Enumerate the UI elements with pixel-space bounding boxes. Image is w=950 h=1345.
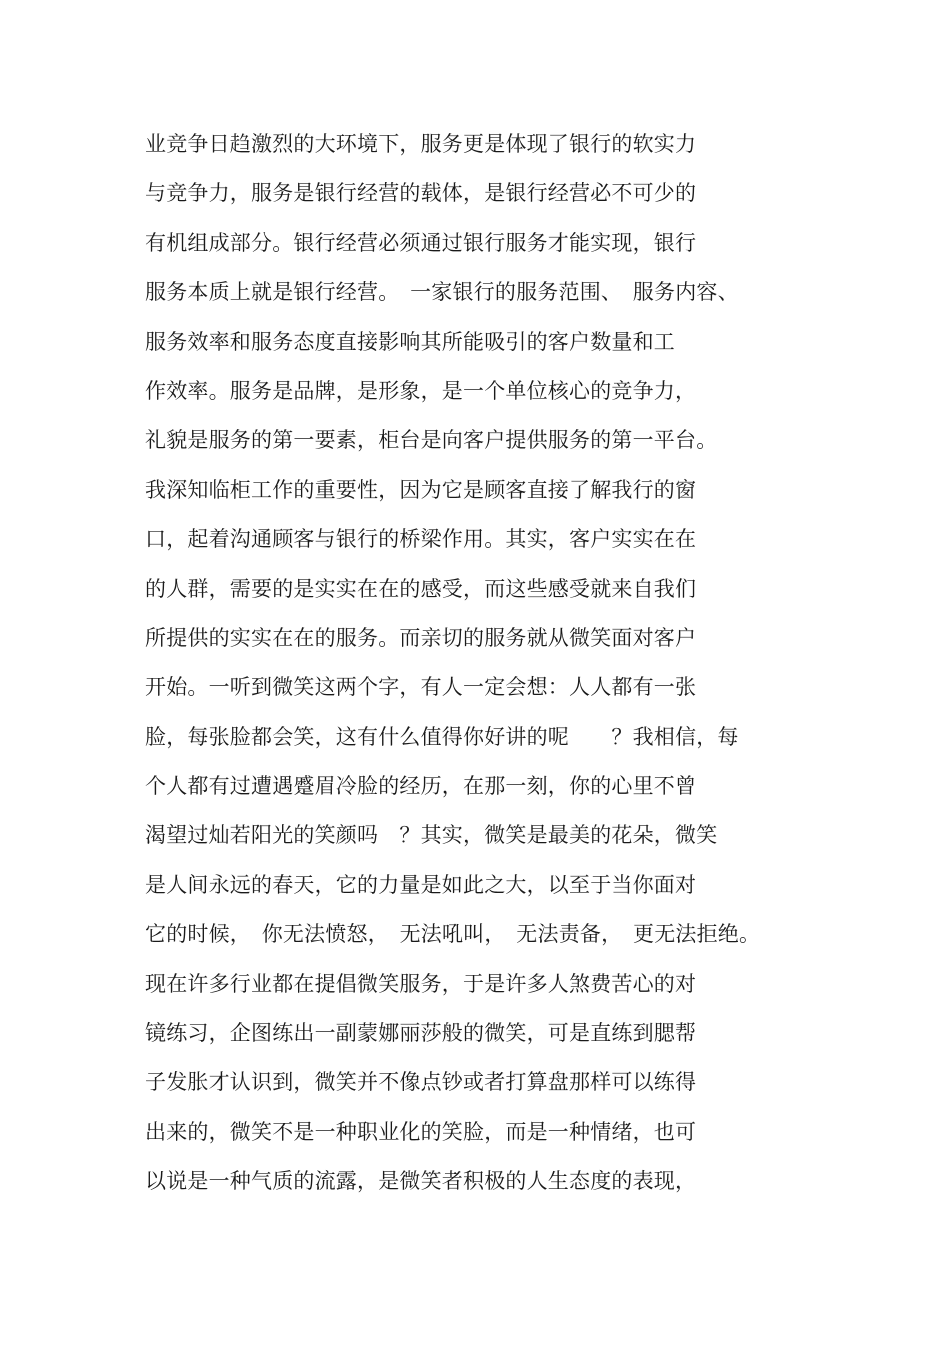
text-line-20: 子发胀才认识到，微笑并不像点钞或者打算盘那样可以练得: [145, 1070, 697, 1095]
text-line-19: 镜练习，企图练出一副蒙娜丽莎般的微笑，可是直练到腮帮: [145, 1021, 697, 1046]
text-line-5: 服务效率和服务态度直接影响其所能吸引的客户数量和工: [145, 329, 675, 354]
text-line-8: 我深知临柜工作的重要性，因为它是顾客直接了解我行的窗: [145, 477, 697, 502]
text-line-11: 所提供的实实在在的服务。而亲切的服务就从微笑面对客户: [145, 625, 697, 650]
document-body: [145, 120, 845, 1207]
text-line-6: 作效率。服务是品牌，是形象，是一个单位核心的竞争力，: [145, 378, 697, 403]
text-line-3: 有机组成部分。银行经营必须通过银行服务才能实现，银行: [145, 230, 697, 255]
text-line-21: 出来的，微笑不是一种职业化的笑脸，而是一种情绪，也可: [145, 1119, 697, 1144]
text-line-12: 开始。一听到微笑这两个字，有人一定会想：人人都有一张: [145, 675, 697, 700]
text-line-4: 服务本质上就是银行经营。 一家银行的服务范围、 服务内容、: [145, 280, 739, 305]
text-line-13: 脸，每张脸都会笑，这有什么值得你好讲的呢 ？我相信，每: [145, 724, 739, 749]
text-line-15: 渴望过灿若阳光的笑颜吗 ？其实，微笑是最美的花朵，微笑: [145, 823, 718, 848]
text-line-22: 以说是一种气质的流露，是微笑者积极的人生态度的表现，: [145, 1169, 697, 1194]
text-line-17: 它的时候， 你无法愤怒， 无法吼叫， 无法责备， 更无法拒绝。: [145, 922, 761, 947]
text-line-1: 业竞争日趋激烈的大环境下，服务更是体现了银行的软实力: [145, 132, 697, 156]
text-line-2: 与竞争力，服务是银行经营的载体，是银行经营必不可少的: [145, 181, 697, 206]
text-line-18: 现在许多行业都在提倡微笑服务，于是许多人煞费苦心的对: [145, 971, 697, 996]
text-line-10: 的人群，需要的是实实在在的感受，而这些感受就来自我们: [145, 576, 697, 601]
text-line-7: 礼貌是服务的第一要素，柜台是向客户提供服务的第一平台。: [145, 428, 718, 453]
text-line-9: 口，起着沟通顾客与银行的桥梁作用。其实，客户实实在在: [145, 527, 697, 552]
text-line-14: 个人都有过遭遇蹙眉冷脸的经历，在那一刻，你的心里不曾: [145, 774, 697, 799]
text-line-16: 是人间永远的春天，它的力量是如此之大，以至于当你面对: [145, 872, 697, 897]
